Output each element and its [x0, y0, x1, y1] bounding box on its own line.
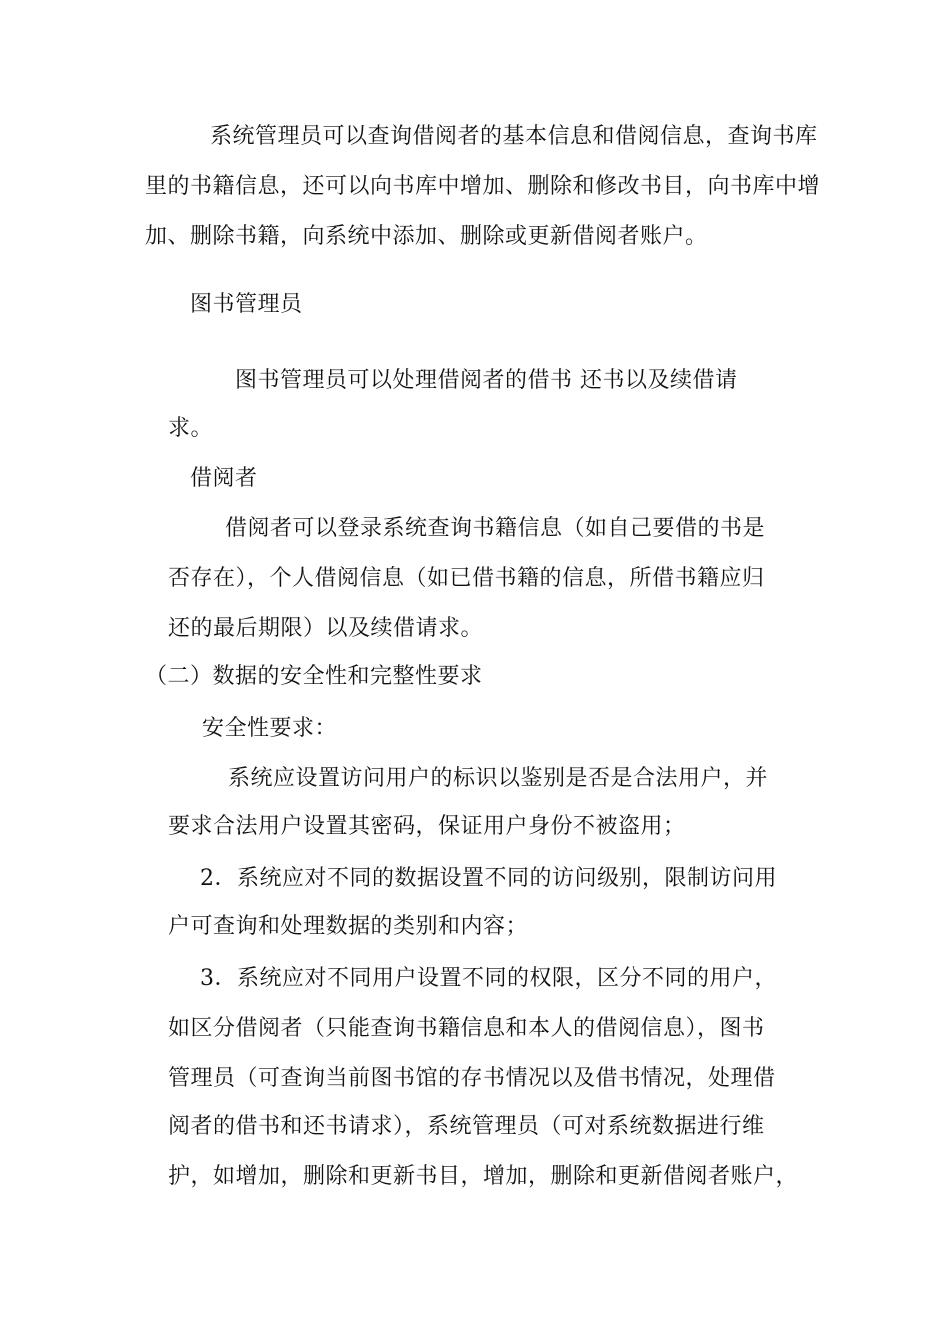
section-title: （二）数据的安全性和完整性要求: [145, 664, 483, 689]
requirement-2-line-2: 户可查询和处理数据的类别和内容；: [168, 914, 529, 939]
requirement-3-line-1: 3．系统应对不同用户设置不同的权限，区分不同的用户，: [200, 966, 777, 991]
borrower-paragraph-line-2: 否存在），个人借阅信息（如已借书籍的信息，所借书籍应归: [168, 566, 765, 591]
sysadmin-paragraph-line-3: 加、删除书籍，向系统中添加、删除或更新借阅者账户。: [145, 224, 708, 249]
requirement-3-line-3: 管理员（可查询当前图书馆的存书情况以及借书情况，处理借: [168, 1066, 776, 1091]
librarian-paragraph-line-1: 图书管理员可以处理借阅者的借书 还书以及续借请: [235, 368, 738, 393]
librarian-paragraph-line-2: 求。: [168, 416, 214, 441]
sysadmin-paragraph-line-2: 里的书籍信息，还可以向书库中增加、删除和修改书目，向书库中增: [145, 174, 821, 199]
requirement-3-line-4: 阅者的借书和还书请求），系统管理员（可对系统数据进行维: [168, 1114, 765, 1139]
requirement-2-line-1: 2．系统应对不同的数据设置不同的访问级别，限制访问用: [200, 866, 777, 891]
borrower-heading: 借阅者: [190, 466, 258, 491]
requirement-1-line-2: 要求合法用户设置其密码，保证用户身份不被盗用；: [168, 814, 686, 839]
requirement-3-line-5: 护，如增加，删除和更新书目，增加，删除和更新借阅者账户，: [168, 1164, 799, 1189]
security-subheading: 安全性要求：: [202, 716, 338, 741]
borrower-paragraph-line-3: 还的最后期限）以及续借请求。: [168, 616, 484, 641]
librarian-heading: 图书管理员: [190, 292, 303, 317]
requirement-1-line-1: 系统应设置访问用户的标识以鉴别是否是合法用户，并: [228, 766, 769, 791]
borrower-paragraph-line-1: 借阅者可以登录系统查询书籍信息（如自己要借的书是: [225, 516, 766, 541]
requirement-3-line-2: 如区分借阅者（只能查询书籍信息和本人的借阅信息），图书: [168, 1016, 765, 1041]
sysadmin-paragraph-line-1: 系统管理员可以查询借阅者的基本信息和借阅信息，查询书库: [210, 124, 818, 149]
